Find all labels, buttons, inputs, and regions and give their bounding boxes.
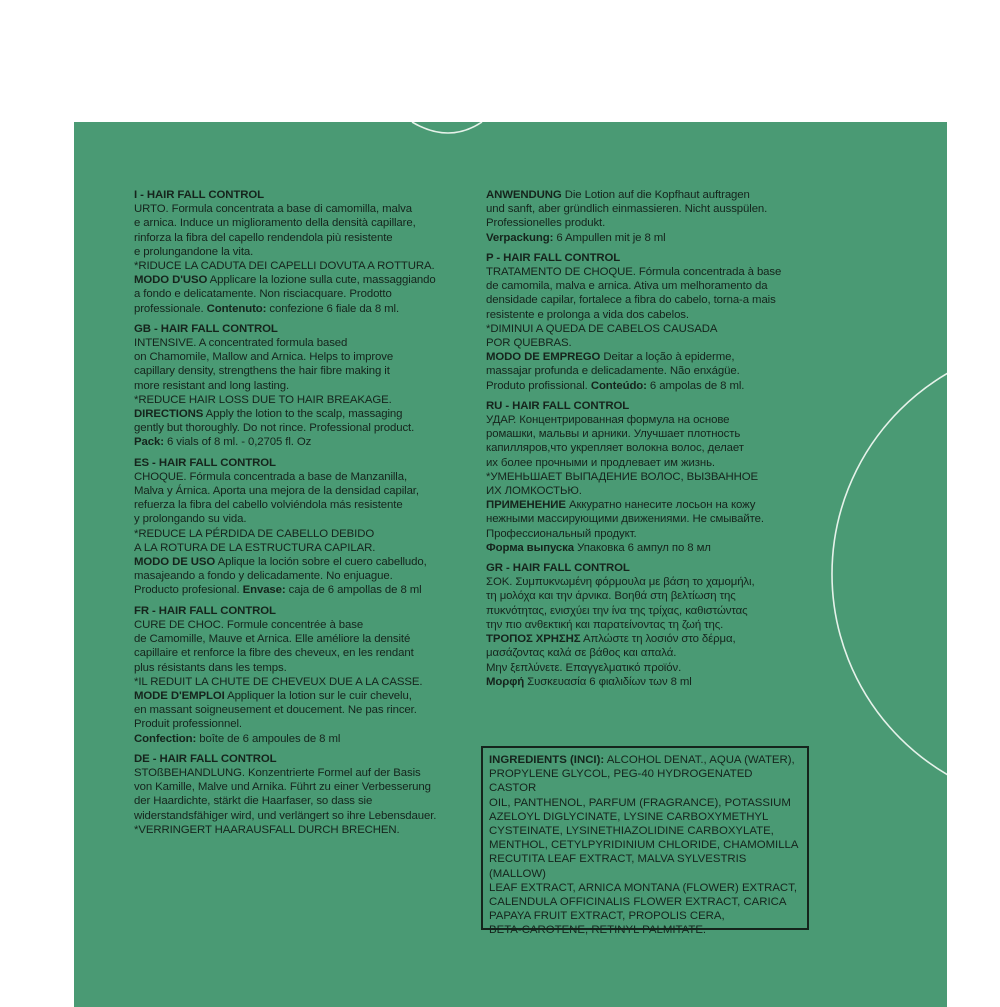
usage-text: Apply the lotion to the scalp, massaging gently but thoroughly. Do not rince. Professional product. xyxy=(134,408,415,435)
section-body: STOßBEHANDLUNG. Konzentrierte Formel auf der Basis von Kamille, Malve und Arnika. Führt zu einer Verbesserung der Haardichte, stärkt die Haarfaser, so dass sie widerstandsfähiger wird, und verlängert so ihre Lebensdauer. *VERRINGERT HAARAUSFALL DURCH BRECHEN. xyxy=(134,766,437,836)
section-title: P - HAIR FALL CONTROL xyxy=(486,251,621,264)
section-title: GB - HAIR FALL CONTROL xyxy=(134,322,278,335)
right-column xyxy=(486,188,816,695)
section-title: I - HAIR FALL CONTROL xyxy=(134,189,264,201)
language-section xyxy=(486,399,816,555)
pack-label: Μορφή xyxy=(486,675,525,688)
section-body: URTO. Formula concentrata a base di camomilla, malva e arnica. Induce un miglioramento della densità capillare, rinforza la fibra del capello rendendola più resistente e prolungandone la vita. *RIDUCE LA CADUTA DEI CAPELLI DOVUTA A ROTTURA. xyxy=(134,203,435,273)
usage-label: MODO D'USO xyxy=(134,274,208,287)
pack-text: 6 Ampullen mit je 8 ml xyxy=(553,231,666,244)
usage-label: ANWENDUNG xyxy=(486,189,562,201)
usage-text: Aplique la loción sobre el cuero cabelludo, masajeando a fondo y delicadamente. No enjuague. Producto profesional. xyxy=(134,556,427,597)
usage-paragraph xyxy=(486,498,816,555)
section-body: CURE DE CHOC. Formule concentrée à base de Camomille, Mauve et Arnica. Elle améliore la densité capillaire et renforce la fibre des cheveux, en les rendant plus résistants dans les temps. *IL REDUIT LA CHUTE DE CHEVEUX DUE A LA CASSE. xyxy=(134,618,423,688)
section-body: УДАР. Концентрированная формула на основе ромашки, мальвы и арники. Улучшает плотность капилляров,что укрепляет волокна волос, делает их более прочными и продлевает им жизнь. *УМЕНЬШАЕТ ВЫПАДЕНИЕ ВОЛОС, ВЫЗВАННОЕ ИХ ЛОМКОСТЬЮ. xyxy=(486,414,758,498)
section-body: INTENSIVE. A concentrated formula based on Chamomile, Mallow and Arnica. Helps to improve capillary density, strengthens the hair fibre making it more resistant and long lasting. *REDUCE HAIR LOSS DUE TO HAIR BREAKAGE. xyxy=(134,337,394,406)
usage-text: Applicare la lozione sulla cute, massaggiando a fondo e delicatamente. Non risciacquare. Prodotto professionale. xyxy=(134,274,436,315)
pack-text: Упаковка 6 ампул по 8 мл xyxy=(574,541,711,554)
usage-text: Аккуратно нанесите лосьон на кожу нежными массирующими движениями. Не смывайте. Профессиональный продукт. xyxy=(486,499,764,540)
language-section xyxy=(134,604,464,746)
ingredients-text: ALCOHOL DENAT., AQUA (WATER), PROPYLENE GLYCOL, PEG-40 HYDROGENATED CASTOR OIL, PANTHENOL, PARFUM (FRAGRANCE), POTASSIUM AZELOYL DIGLYCINATE, LYSINE CARBOXYMETHYL CYSTEINATE, LYSINETHIAZOLIDINE CARBOXYLATE, MENTHOL, CETYLPYRIDINIUM CHLORIDE, CHAMOMILLA RECUTITA LEAF EXTRACT, MALVA SYLVESTRIS (MALLOW) LEAF EXTRACT, ARNICA MONTANA (FLOWER) EXTRACT, CALENDULA OFFICINALIS FLOWER EXTRACT, CARICA PAPAYA FRUIT EXTRACT, PROPOLIS CERA, BETA-CAROTENE, RETINYL PALMITATE. xyxy=(489,754,799,937)
ingredients-box xyxy=(481,746,809,937)
usage-label: DIRECTIONS xyxy=(134,408,204,421)
language-section xyxy=(134,752,464,837)
pack-label: Pack: xyxy=(134,436,164,449)
usage-text: Απλώστε τη λοσιόν στο δέρμα, μασάζοντας καλά σε βάθος και απαλά. Μην ξεπλύνετε. Επαγγελματικό προϊόν. xyxy=(486,633,736,674)
pack-label: Envase: xyxy=(242,584,286,597)
section-title: RU - HAIR FALL CONTROL xyxy=(486,399,630,412)
usage-paragraph xyxy=(486,632,816,689)
pack-text: caja de 6 ampollas de 8 ml xyxy=(285,584,422,597)
pack-label: Форма выпуска xyxy=(486,541,574,554)
language-section xyxy=(134,456,464,598)
usage-text: Appliquer la lotion sur le cuir chevelu, en massant soigneusement et doucement. Ne pas rincer. Produit professionnel. xyxy=(134,689,417,731)
ingredients-label: INGREDIENTS (INCI): xyxy=(489,754,605,766)
left-column xyxy=(134,188,464,843)
section-title: FR - HAIR FALL CONTROL xyxy=(134,604,276,617)
section-title: ES - HAIR FALL CONTROL xyxy=(134,456,276,469)
pack-text: 6 vials of 8 ml. - 0,2705 fl. Oz xyxy=(163,436,312,449)
usage-paragraph xyxy=(134,555,464,598)
usage-paragraph xyxy=(134,407,464,450)
section-body: TRATAMENTO DE CHOQUE. Fórmula concentrada à base de camomila, malva e arnica. Ativa um melhoramento da densidade capilar, fortalece a fibra do cabelo, torna-a mais resistente e prolonga a vida dos cabelos. *DIMINUI A QUEDA DE CABELOS CAUSADA POR QUEBRAS. xyxy=(486,266,782,350)
language-section xyxy=(486,188,816,245)
language-section xyxy=(486,251,816,393)
section-title: DE - HAIR FALL CONTROL xyxy=(134,752,277,765)
section-body: CHOQUE. Fórmula concentrada a base de Manzanilla, Malva y Árnica. Aporta una mejora de la densidad capilar, refuerza la fibra del cabello volviéndola más resistente y prolongando su vida. *REDUCE LA PÉRDIDA DE CABELLO DEBIDO A LA ROTURA DE LA ESTRUCTURA CAPILAR. xyxy=(134,470,419,554)
pack-text: Συσκευασία 6 φιαλιδίων των 8 ml xyxy=(524,675,692,688)
usage-text: Die Lotion auf die Kopfhaut auftragen und sanft, aber gründlich einmassieren. Nicht ausspülen. Professionelles produkt. xyxy=(486,189,768,230)
usage-label: MODE D'EMPLOI xyxy=(134,689,225,702)
usage-paragraph xyxy=(134,273,464,316)
pack-label: Contenuto: xyxy=(206,302,267,315)
section-body: ΣΟΚ. Συμπυκνωμένη φόρμουλα με βάση το χαμομήλι, τη μολόχα και την άρνικα. Βοηθά στη βελτίωση της πυκνότητας, ενισχύει την ίνα της τρίχας, καθιστώντας την πιο ανθεκτική και παρατείνοντας τη ζωή της. xyxy=(486,576,755,631)
pack-text: 6 ampolas de 8 ml. xyxy=(646,379,745,392)
usage-label: ПРИМЕНЕНИЕ xyxy=(486,499,566,512)
pack-label: Verpackung: xyxy=(486,231,554,244)
usage-label: MODO DE USO xyxy=(134,556,216,569)
usage-text: Deitar a loção à epiderme, massajar profunda e delicadamente. Não enxágüe. Produto profissional. xyxy=(486,351,740,392)
usage-label: ΤΡΟΠΟΣ ΧΡΗΣΗΣ xyxy=(486,633,581,646)
pack-label: Confection: xyxy=(134,732,197,745)
pack-text: confezione 6 fiale da 8 ml. xyxy=(266,302,400,315)
usage-paragraph xyxy=(486,350,816,393)
usage-paragraph xyxy=(134,689,464,746)
section-title: GR - HAIR FALL CONTROL xyxy=(486,562,630,575)
pack-label: Conteúdo: xyxy=(590,379,647,392)
usage-paragraph xyxy=(486,188,816,245)
package-panel xyxy=(74,122,947,1007)
language-section xyxy=(486,561,816,689)
language-section xyxy=(134,322,464,450)
usage-label: MODO DE EMPREGO xyxy=(486,351,601,364)
language-section xyxy=(134,188,464,316)
pack-text: boîte de 6 ampoules de 8 ml xyxy=(196,732,341,745)
